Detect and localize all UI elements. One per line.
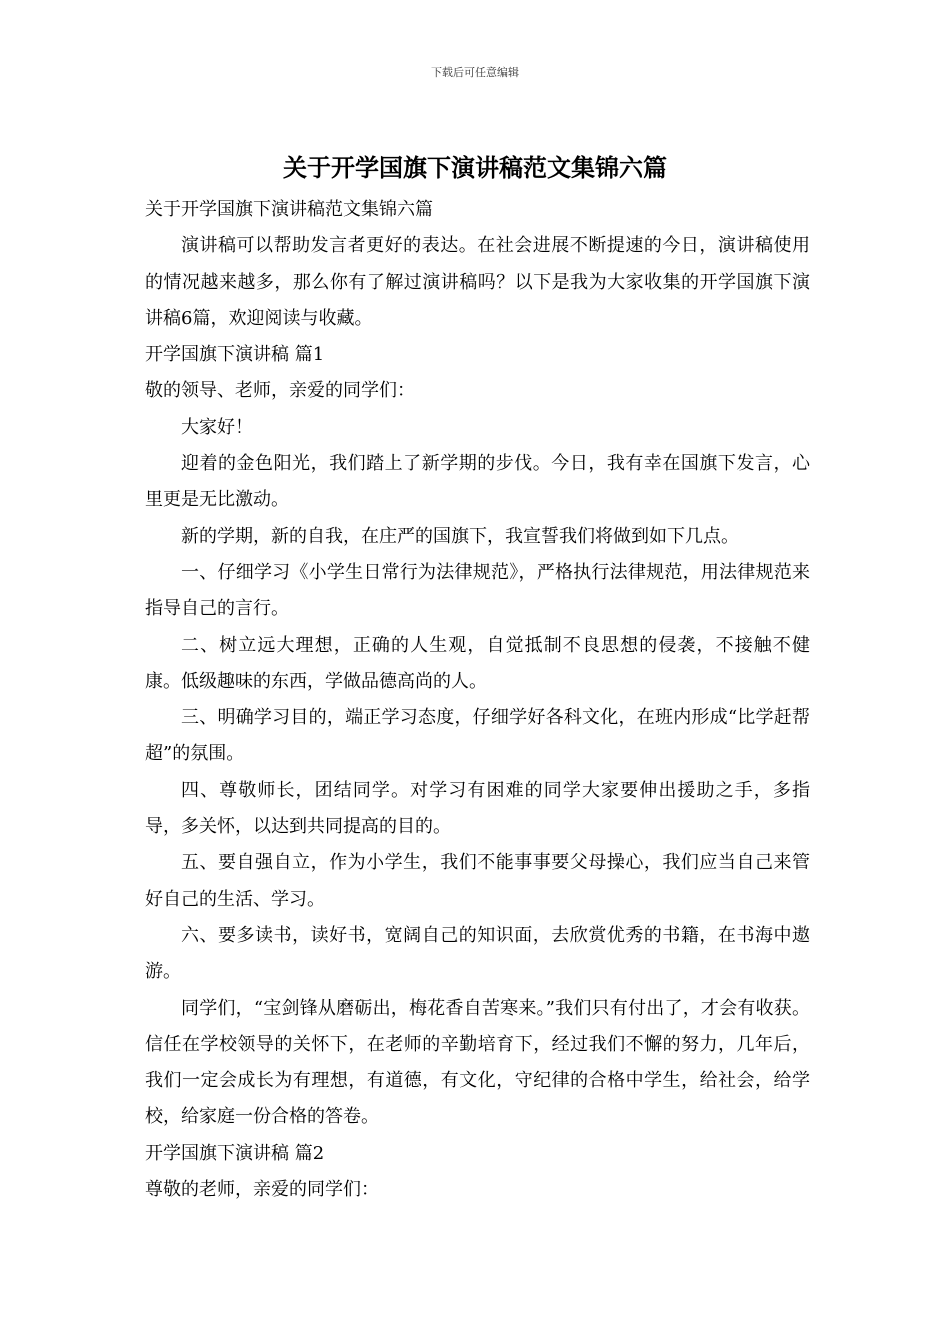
document-body [145,192,810,1208]
paragraph: 敬的领导、老师，亲爱的同学们： [145,380,415,402]
paragraph: 二、树立远大理想，正确的人生观，自觉抵制不良思想的侵袭，不接触不健康。低级趣味的东西，学做品德高尚的人。 [145,634,810,692]
paragraph: 大家好！ [181,416,253,438]
paragraph: 新的学期，新的自我，在庄严的国旗下，我宣誓我们将做到如下几点。 [181,525,739,547]
paragraph: 尊敬的老师，亲爱的同学们： [145,1179,379,1201]
paragraph: 一、仔细学习《小学生日常行为法律规范》，严格执行法律规范，用法律规范来指导自己的言行。 [145,561,810,620]
paragraph: 关于开学国旗下演讲稿范文集锦六篇 [145,199,433,220]
paragraph: 开学国旗下演讲稿 篇2 [145,1142,325,1164]
paragraph: 开学国旗下演讲稿 篇1 [145,344,325,366]
paragraph: 五、要自强自立，作为小学生，我们不能事事要父母操心，我们应当自己来管好自己的生活、学习。 [145,852,810,910]
paragraph: 演讲稿可以帮助发言者更好的表达。在社会进展不断提速的今日，演讲稿使用的情况越来越多，那么你有了解过演讲稿吗？以下是我为大家收集的开学国旗下演讲稿6篇，欢迎阅读与收藏。 [145,235,810,329]
paragraph: 迎着的金色阳光，我们踏上了新学期的步伐。今日，我有幸在国旗下发言，心里更是无比激动。 [145,453,810,511]
header-note: 下载后可任意编辑 [431,66,519,79]
paragraph: 四、尊敬师长，团结同学。对学习有困难的同学大家要伸出援助之手，多指导，多关怀，以达到共同提高的目的。 [145,779,810,838]
paragraph: 同学们，“宝剑锋从磨砺出，梅花香自苦寒来。”我们只有付出了，才会有收获。信任在学校领导的关怀下，在老师的辛勤培育下，经过我们不懈的努力，几年后，我们一定会成长为有理想，有道德，有文化，守纪律的合格中学生，给社会，给学校，给家庭一份合格的答卷。 [145,997,810,1128]
paragraph: 三、明确学习目的，端正学习态度，仔细学好各科文化，在班内形成“比学赶帮超”的氛围。 [145,707,810,765]
document-title: 关于开学国旗下演讲稿范文集锦六篇 [283,153,667,182]
paragraph: 六、要多读书，读好书，宽阔自己的知识面，去欣赏优秀的书籍，在书海中遨游。 [145,924,810,983]
